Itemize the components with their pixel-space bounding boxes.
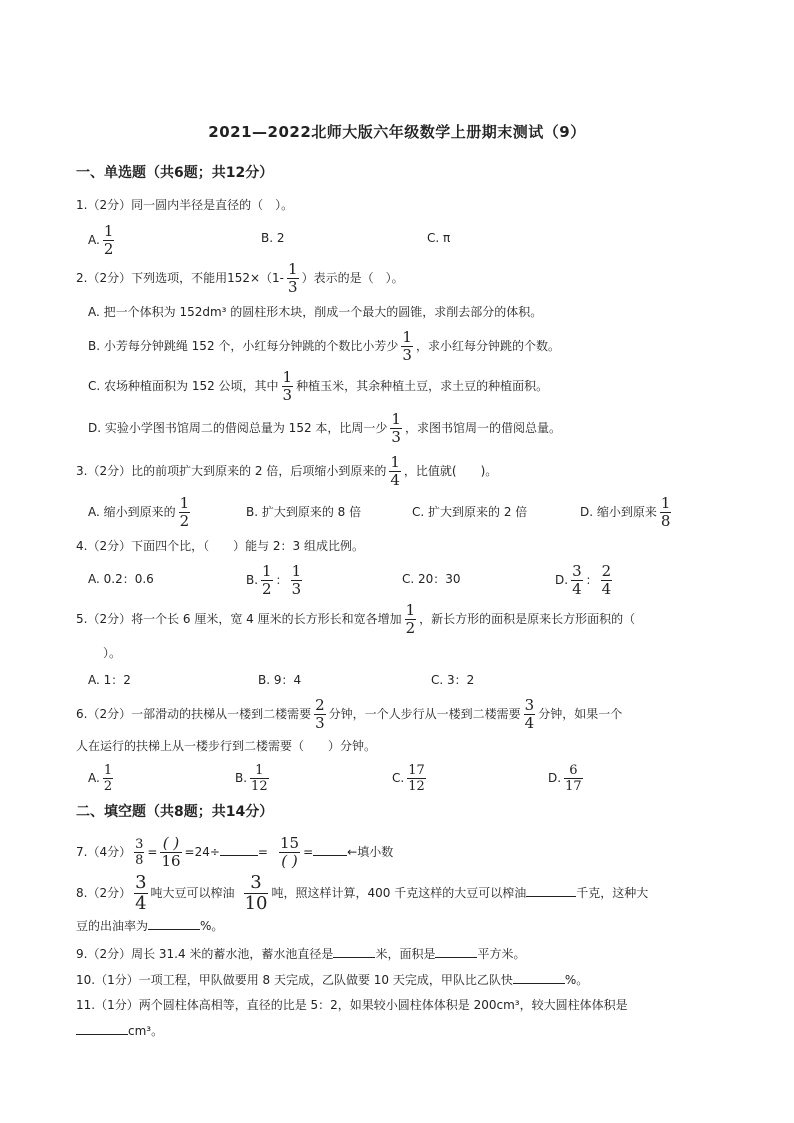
question-6-option-d: D. $\frac{6}{17}$: [548, 763, 582, 794]
fraction: $\frac{6}{17}$: [565, 763, 582, 794]
question-11-continued: cm³。: [76, 1022, 163, 1039]
question-4-option-b: B. $\frac{1}{2}$ ： $\frac{1}{3}$: [246, 562, 302, 598]
fraction: $\frac{1}{2}$: [103, 222, 114, 258]
fraction: $\frac{17}{12}$: [408, 763, 425, 794]
question-1-option-a: A. $\frac{1}{2}$: [88, 222, 114, 258]
fraction: $\frac{3}{8}$: [135, 837, 144, 868]
fraction: $\frac{( )}{16}$: [161, 834, 181, 870]
fraction: $\frac{2}{3}$: [315, 696, 325, 732]
fraction: $\frac{1}{8}$: [660, 494, 671, 530]
page-title: 2021—2022北师大版六年级数学上册期末测试（9）: [208, 123, 586, 141]
question-5-stem: 5.（2分）将一个长 6 厘米，宽 4 厘米的长方形长和宽各增加 $\frac{1}{2}$ ，新长方形的面积是原来长方形面积的（: [76, 601, 636, 637]
question-9: 9.（2分）周长 31.4 米的蓄水池，蓄水池直径是 米，面积是 平方米。: [76, 947, 526, 961]
fraction: $\frac{1}{3}$: [288, 260, 298, 296]
question-2-option-d: D. 实验小学图书馆周二的借阅总量为 152 本，比周一少 $\frac{1}{3}$ ，求图书馆周一的借阅总量。: [88, 410, 561, 446]
section-heading-fill-in: 二、填空题（共8题；共14分）: [76, 804, 274, 820]
question-1-option-b: B. 2: [261, 231, 285, 245]
question-4-stem: 4.（2分）下面四个比，（ ）能与 2：3 组成比例。: [76, 539, 364, 553]
answer-blank[interactable]: [220, 843, 258, 856]
question-2-option-c: C. 农场种植面积为 152 公顷，其中 $\frac{1}{3}$ 种植玉米，其余种植土豆，求土豆的种植面积。: [88, 368, 549, 404]
fraction: $\frac{1}{3}$: [391, 410, 401, 446]
fraction: $\frac{1}{2}$: [405, 601, 416, 637]
answer-blank[interactable]: [76, 1022, 128, 1035]
question-6-option-a: A. $\frac{1}{2}$: [88, 763, 113, 794]
question-2-stem: 2.（2分）下列选项，不能用152×（1- $\frac{1}{3}$ ）表示的是（ ）。: [76, 260, 404, 296]
question-3-option-c: C. 扩大到原来的 2 倍: [412, 505, 528, 519]
question-6-option-c: C. $\frac{17}{12}$: [392, 763, 425, 794]
question-5-option-b: B. 9：4: [258, 673, 302, 687]
fraction: $\frac{1}{4}$: [390, 453, 400, 489]
question-5-option-c: C. 3：2: [431, 673, 475, 687]
question-6-option-b: B. $\frac{1}{12}$: [235, 763, 268, 794]
question-10: 10.（1分）一项工程，甲队做要用 8 天完成，乙队做要 10 天完成，甲队比乙队快 %。: [76, 973, 589, 987]
fraction: $\frac{3}{4}$: [135, 872, 147, 914]
answer-blank[interactable]: [526, 884, 576, 897]
question-3-option-a: A. 缩小到原来的 $\frac{1}{2}$: [88, 494, 190, 530]
fraction: $\frac{1}{2}$: [262, 562, 272, 598]
question-1-option-c: C. π: [427, 231, 451, 245]
fraction: $\frac{3}{4}$: [572, 562, 582, 598]
answer-blank[interactable]: [435, 945, 477, 958]
fraction: $\frac{1}{3}$: [282, 368, 293, 404]
question-4-option-a: A. 0.2：0.6: [88, 572, 154, 586]
question-3-option-b: B. 扩大到原来的 8 倍: [246, 505, 362, 519]
fraction: $\frac{1}{2}$: [103, 763, 113, 794]
fraction: $\frac{1}{3}$: [402, 328, 412, 364]
fraction: $\frac{3}{4}$: [524, 696, 535, 732]
question-6-stem: 6.（2分）一部滑动的扶梯从一楼到二楼需要 $\frac{2}{3}$ 分钟，一个人步行从一楼到二楼需要 $\frac{3}{4}$ 分钟，如果一个: [76, 696, 623, 732]
fraction: $\frac{1}{2}$: [179, 494, 190, 530]
question-11: 11.（1分）两个圆柱体高相等，直径的比是 5：2，如果较小圆柱体体积是 200cm³，较大圆柱体体积是: [76, 998, 628, 1012]
question-4-option-d: D. $\frac{3}{4}$ ： $\frac{2}{4}$: [555, 562, 612, 598]
fraction: $\frac{2}{4}$: [601, 562, 612, 598]
question-5-option-a: A. 1：2: [88, 673, 131, 687]
answer-blank[interactable]: [148, 917, 200, 930]
question-8: 8.（2分） $\frac{3}{4}$ 吨大豆可以榨油 $\frac{3}{10}$ 吨，照这样计算，400 千克这样的大豆可以榨油 千克，这种大: [76, 872, 649, 914]
answer-blank[interactable]: [333, 945, 375, 958]
question-3-option-d: D. 缩小到原来 $\frac{1}{8}$: [580, 494, 671, 530]
question-3-stem: 3.（2分）比的前项扩大到原来的 2 倍，后项缩小到原来的 $\frac{1}{4}$ ，比值就( )。: [76, 453, 498, 489]
question-4-option-c: C. 20：30: [402, 572, 461, 586]
question-1-stem: 1.（2分）同一圆内半径是直径的（ ）。: [76, 198, 294, 212]
fraction: $\frac{1}{3}$: [291, 562, 302, 598]
fraction: $\frac{1}{12}$: [251, 763, 268, 794]
question-2-option-b: B. 小芳每分钟跳绳 152 个，小红每分钟跳的个数比小芳少 $\frac{1}{3}$ ，求小红每分钟跳的个数。: [88, 328, 560, 364]
fraction: $\frac{3}{10}$: [244, 872, 268, 914]
question-7: 7.（4分） $\frac{3}{8}$ = $\frac{( )}{16}$ =24÷ = $\frac{15}{( )}$ = ←填小数: [76, 834, 394, 870]
section-heading-single-choice: 一、单选题（共6题；共12分）: [76, 165, 274, 181]
question-5-stem-continued: ）。: [103, 646, 122, 660]
question-6-stem-continued: 人在运行的扶梯上从一楼步行到二楼需要（ ）分钟。: [76, 739, 377, 753]
answer-blank[interactable]: [313, 843, 347, 856]
question-2-option-a: A. 把一个体积为 152dm³ 的圆柱形木块，削成一个最大的圆锥，求削去部分的体积。: [88, 305, 543, 319]
fraction: $\frac{15}{( )}$: [279, 834, 300, 870]
question-8-continued: 豆的出油率为 %。: [76, 919, 224, 933]
answer-blank[interactable]: [513, 971, 565, 984]
